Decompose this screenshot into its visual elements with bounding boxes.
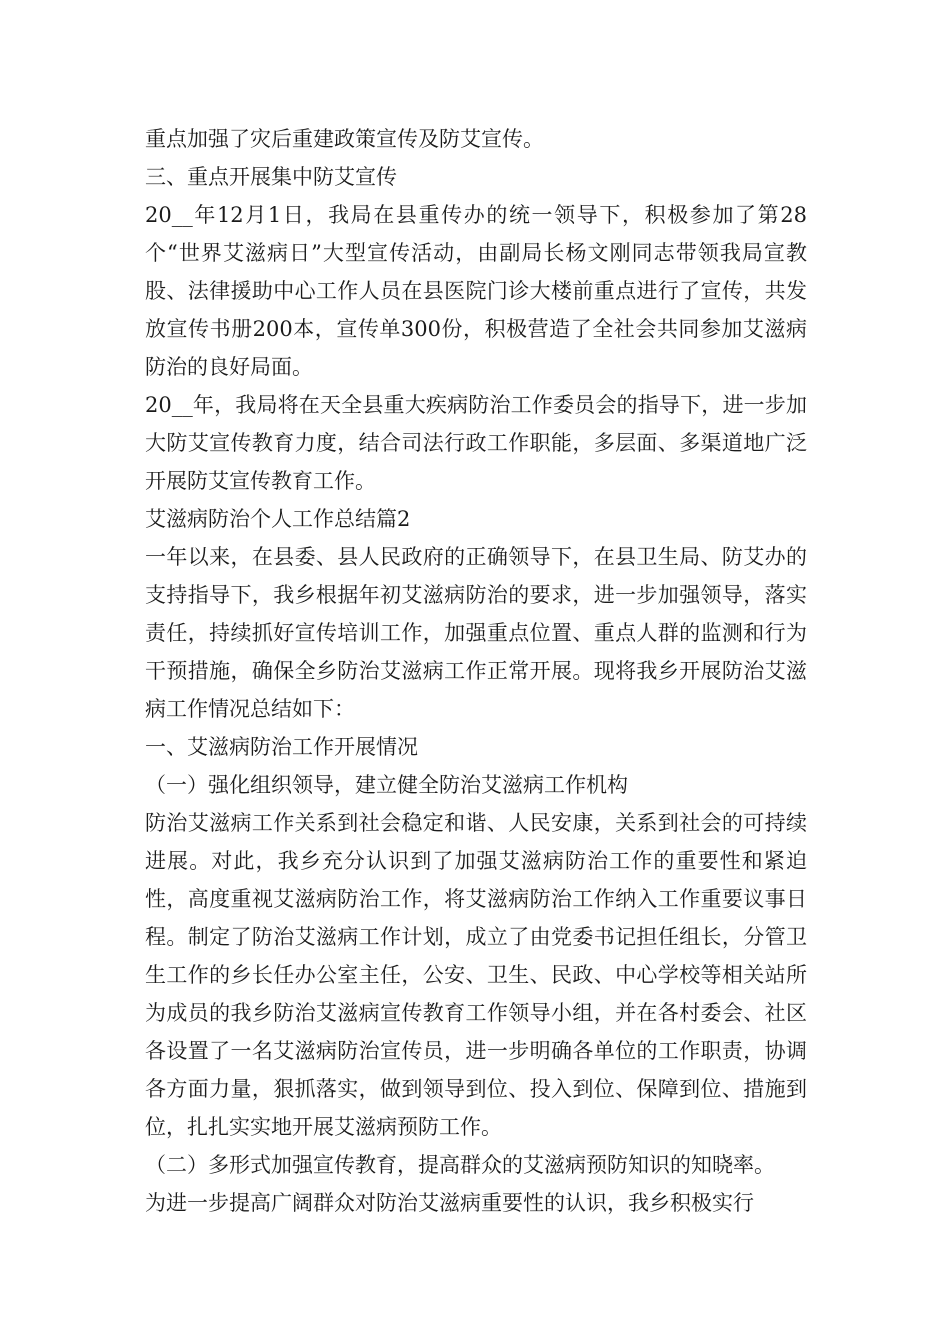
section-heading-1: 一、艾滋病防治工作开展情况	[145, 735, 418, 759]
section-heading-3: 三、重点开展集中防艾宣传	[145, 165, 397, 189]
paragraph-publicity-start: 为进一步提高广阔群众对防治艾滋病重要性的认识，我乡积极实行	[145, 1191, 754, 1215]
paragraph-next-year-plan: 20__年，我局将在天全县重大疾病防治工作委员会的指导下，进一步加大防艾宣传教育力度，结合司法行政工作职能，多层面、多渠道地广泛开展防艾宣传教育工作。	[145, 393, 807, 493]
paragraph-aids-day: 20__年12月1日，我局在县重传办的统一领导下，积极参加了第28个“世界艾滋病日”大型宣传活动，由副局长杨文刚同志带领我局宣教股、法律援助中心工作人员在县医院门诊大楼前重点进行了宣传，共发放宣传书册200本，宣传单300份，积极营造了全社会共同参加艾滋病防治的良好局面。	[145, 203, 807, 379]
document-body	[145, 120, 807, 1222]
article-title-part-2: 艾滋病防治个人工作总结篇2	[145, 507, 411, 531]
paragraph-year-summary: 一年以来，在县委、县人民政府的正确领导下，在县卫生局、防艾办的支持指导下，我乡根据年初艾滋病防治的要求，进一步加强领导，落实责任，持续抓好宣传培训工作，加强重点位置、重点人群的监测和行为干预措施，确保全乡防治艾滋病工作正常开展。现将我乡开展防治艾滋病工作情况总结如下：	[145, 545, 807, 721]
subsection-heading-2: （二）多形式加强宣传教育，提高群众的艾滋病预防知识的知晓率。	[145, 1153, 775, 1177]
paragraph-intro-continuation: 重点加强了灾后重建政策宣传及防艾宣传。	[145, 127, 544, 151]
paragraph-organization: 防治艾滋病工作关系到社会稳定和谐、人民安康，关系到社会的可持续进展。对此，我乡充分认识到了加强艾滋病防治工作的重要性和紧迫性，高度重视艾滋病防治工作，将艾滋病防治工作纳入工作重要议事日程。制定了防治艾滋病工作计划，成立了由党委书记担任组长，分管卫生工作的乡长任办公室主任，公安、卫生、民政、中心学校等相关站所为成员的我乡防治艾滋病宣传教育工作领导小组，并在各村委会、社区各设置了一名艾滋病防治宣传员，进一步明确各单位的工作职责，协调各方面力量，狠抓落实，做到领导到位、投入到位、保障到位、措施到位，扎扎实实地开展艾滋病预防工作。	[145, 811, 807, 1139]
subsection-heading-1: （一）强化组织领导，建立健全防治艾滋病工作机构	[145, 773, 628, 797]
